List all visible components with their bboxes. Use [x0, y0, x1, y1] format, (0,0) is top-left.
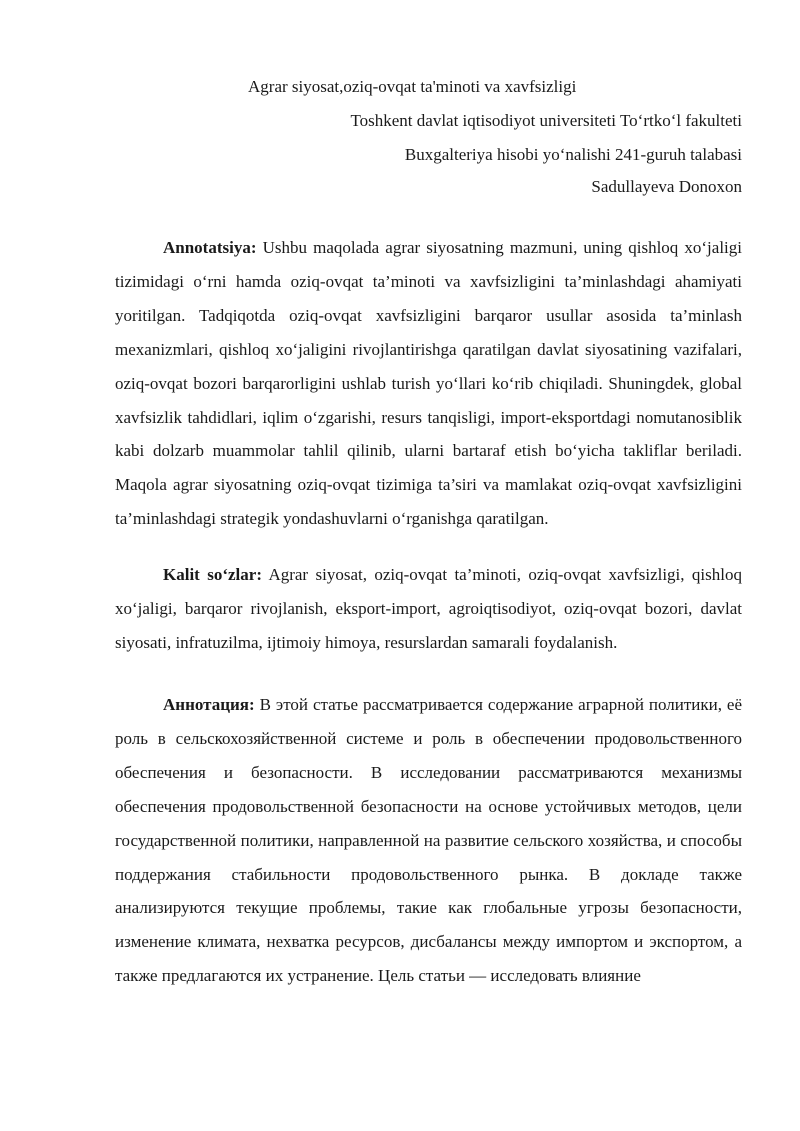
annotation-ru	[115, 688, 742, 993]
annotation-ru-text: В этой статье рассматривается содержание аграрной политики, её роль в сельскохозяйственной системе и роль в обеспечении продовольственного обеспечения и безопасности. В исследовании рассматриваются механизмы обеспечения продовольственной безопасности на основе устойчивых методов, цели государственной политики, направленной на развитие сельского хозяйства, и способы поддержания стабильности продовольственного рынка. В докладе также анализируются текущие проблемы, такие как глобальные угрозы безопасности, изменение климата, нехватка ресурсов, дисбалансы между импортом и экспортом, а также предлагаются их устранение. Цель статьи — исследовать влияние	[115, 695, 743, 986]
annotation-ru-label: Аннотация:	[163, 695, 255, 714]
group-line: Buxgalteriya hisobi yo‘nalishi 241-guruh talabasi	[404, 145, 742, 164]
article-title: Agrar siyosat,oziq-ovqat ta'minoti va xavfsizligi	[248, 77, 577, 96]
author-name: Sadullayeva Donoxon	[591, 177, 742, 196]
keywords-text: Agrar siyosat, oziq-ovqat ta’minoti, oziq-ovqat xavfsizligi, qishloq xo‘jaligi, barqaror rivojlanish, eksport-import, agroiqtisodiyot, oziq-ovqat bozori, davlat siyosati, infratuzilma, ijtimoiy himoya, resurslardan samarali foydalanish.	[115, 565, 742, 652]
annotation-uz-text: Ushbu maqolada agrar siyosatning mazmuni, uning qishloq xo‘jaligi tizimidagi o‘rni hamda oziq-ovqat ta’minoti va xavfsizligini ta’minlashdagi ahamiyati yoritilgan. Tadqiqotda oziq-ovqat xavfsizligini barqaror usullar asosida ta’minlash mexanizmlari, qishloq xo‘jaligini rivojlantirishga qaratilgan davlat siyosatining vazifalari, oziq-ovqat bozori barqarorligini ushlab turish yo‘llari ko‘rib chiqiladi. Shuningdek, global xavfsizlik tahdidlari, iqlim o‘zgarishi, resurs tanqisligi, import-eksportdagi nomutanosiblik kabi dolzarb muammolar tahlil qilinib, ularni bartaraf etish bo‘yicha takliflar beriladi. Maqola agrar siyosatning oziq-ovqat tizimiga ta’siri va mamlakat oziq-ovqat xavfsizligini ta’minlashdagi strategik yondashuvlarni o‘rganishga qaratilgan.	[115, 238, 742, 529]
university-line: Toshkent davlat iqtisodiyot universiteti To‘rtko‘l fakulteti	[350, 111, 742, 130]
annotation-uz	[115, 231, 742, 536]
keywords-label: Kalit so‘zlar:	[163, 565, 262, 584]
annotation-uz-label: Annotatsiya:	[163, 238, 257, 257]
keywords-paragraph	[115, 558, 742, 660]
